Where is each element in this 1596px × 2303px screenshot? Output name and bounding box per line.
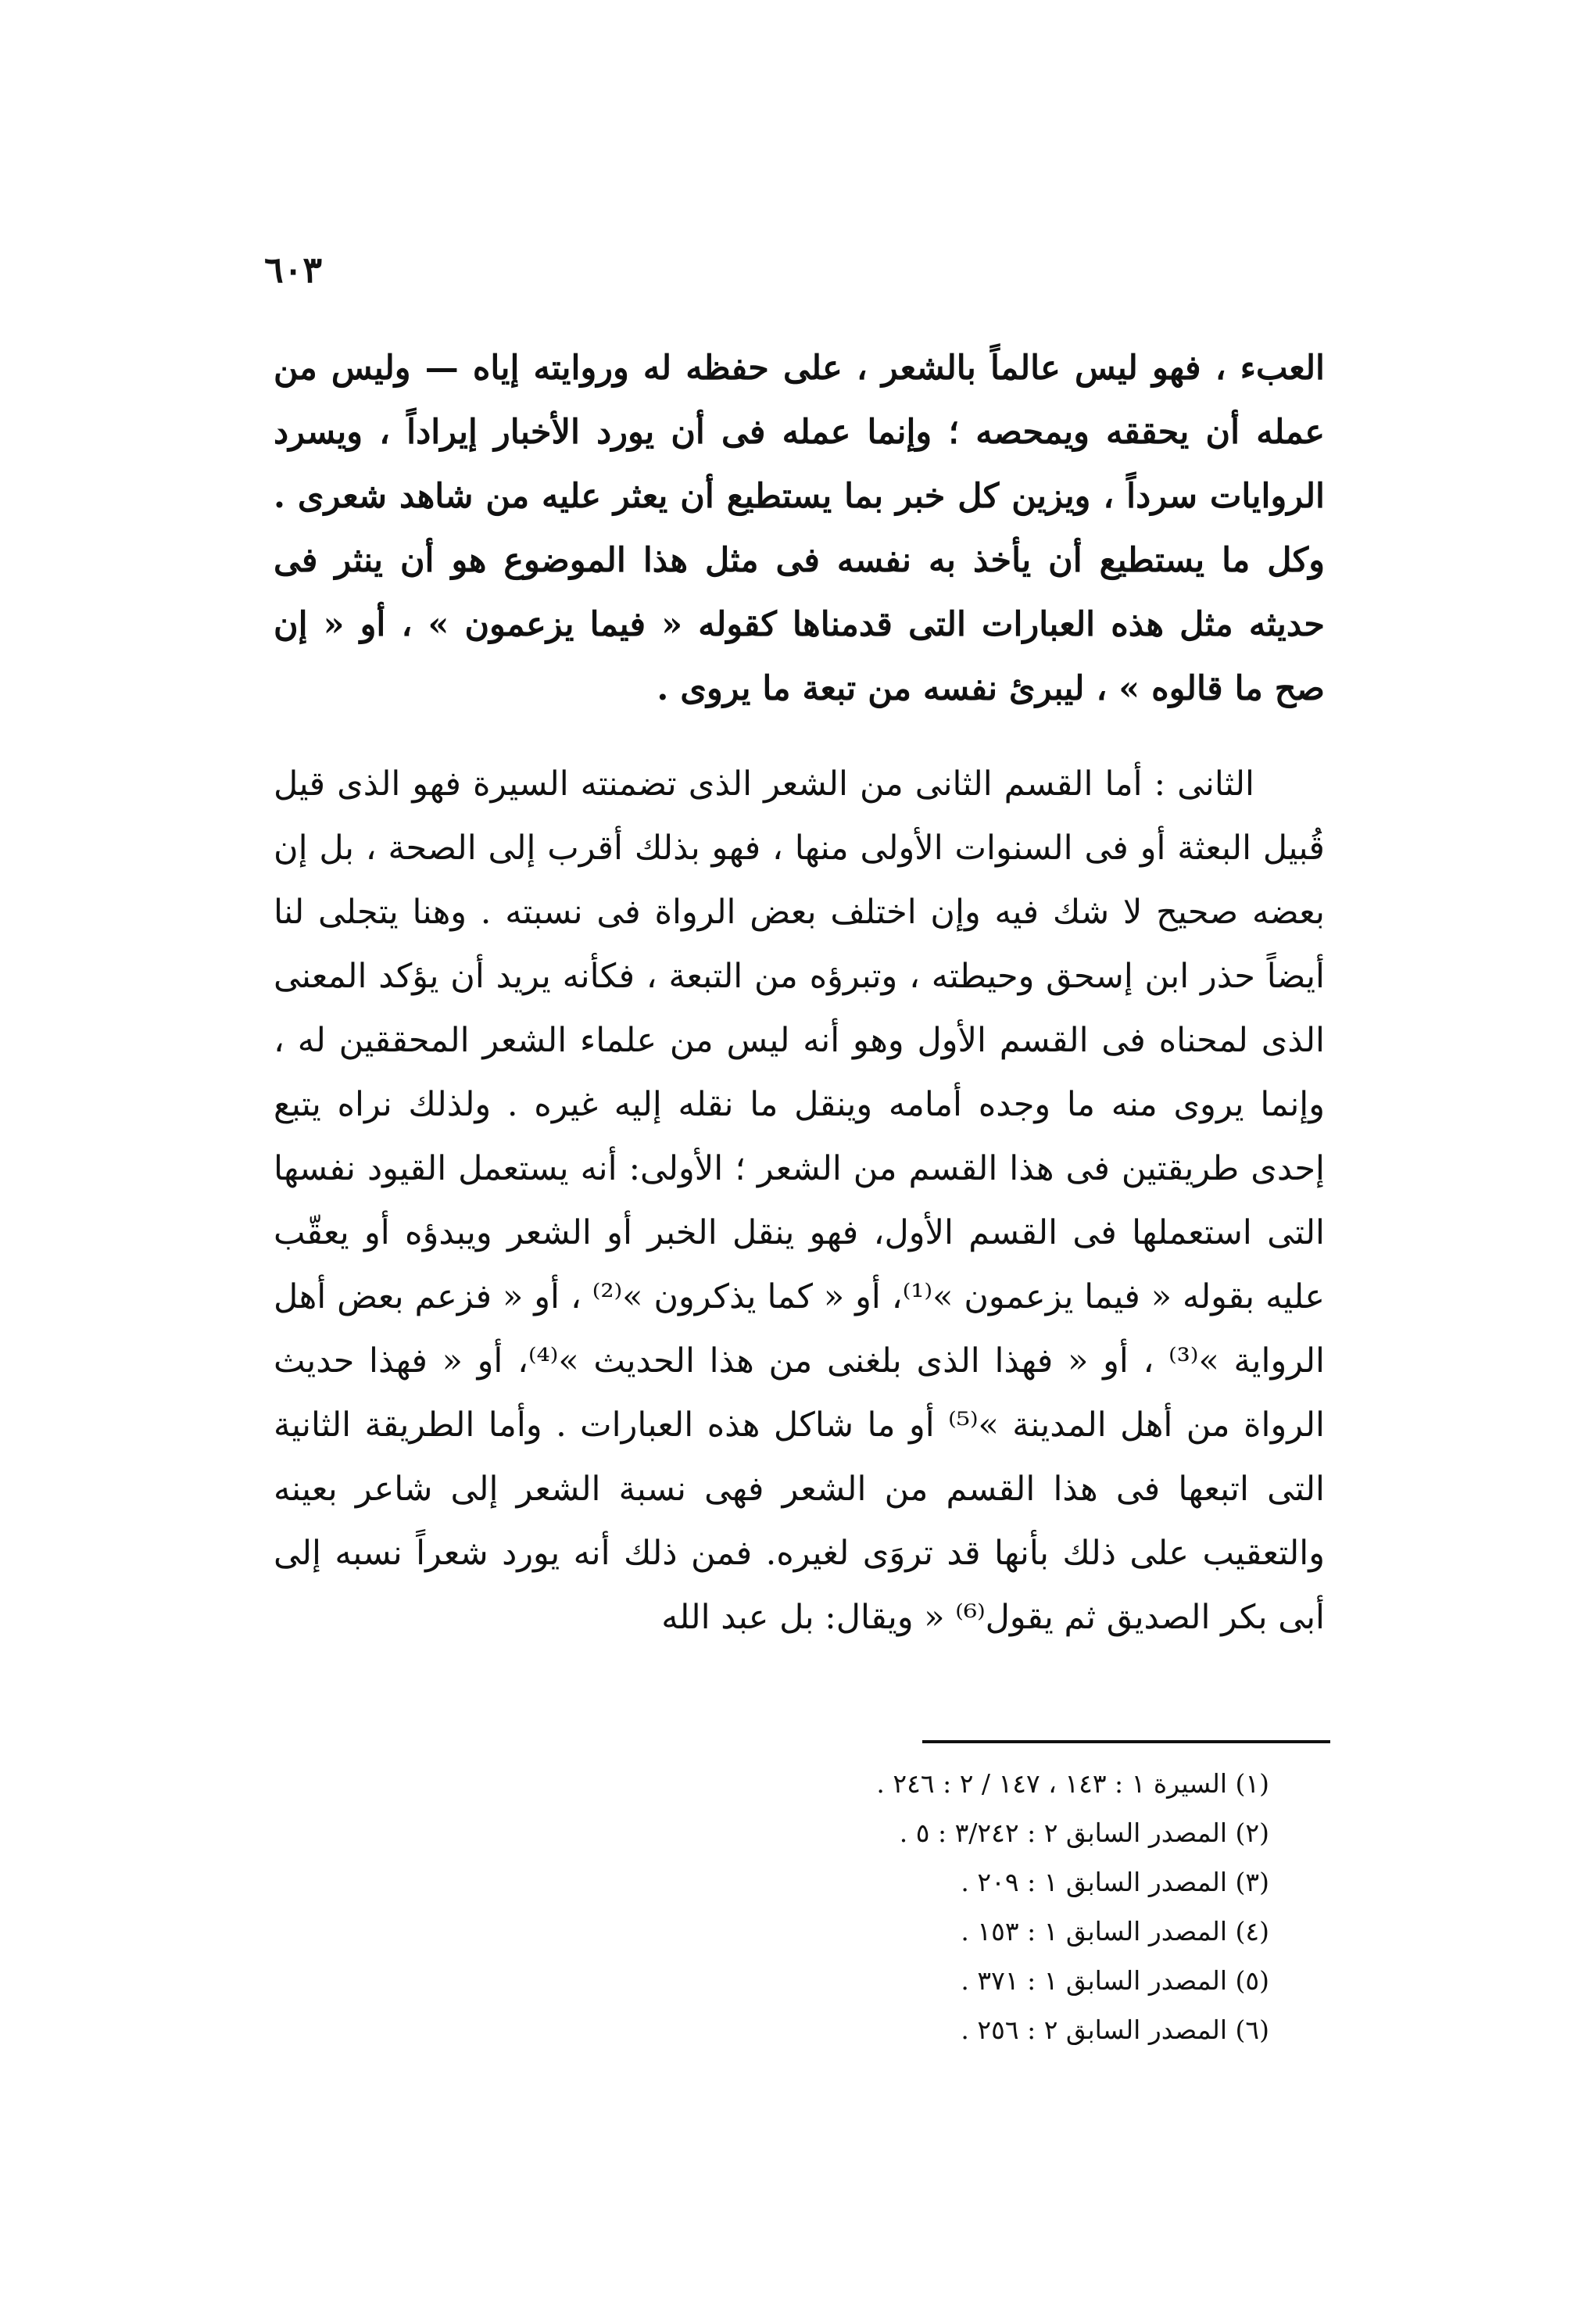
footnote-6: (٦) المصدر السابق ٢ : ٢٥٦ .: [961, 2015, 1269, 2045]
paragraph-2: الثانى : أما القسم الثانى من الشعر الذى تضمنته السيرة فهو الذى قيل قُبيل البعثة أو فى السنوات الأولى منها ، فهو بذلك أقرب إلى الصحة ، بل إن بعضه صحيح لا شك فيه وإن اختلف بعض الرواة فى نسبته . وهنا يتجلى لنا أيضاً حذر ابن إسحق وحيطته ، وتبرؤه من التبعة ، فكأنه يريد أن يؤكد المعنى الذى لمحناه فى القسم الأول وهو أنه ليس من علماء الشعر المحققين له ، وإنما يروى منه ما وجده أمامه وينقل ما نقله إليه غيره . ولذلك نراه يتبع إحدى طريقتين فى هذا القسم من الشعر ؛ الأولى: أنه يستعمل القيود نفسها التى استعملها فى القسم الأول، فهو ينقل الخبر أو الشعر ويبدؤه أو يعقّب عليه بقوله « فيما يزعمون »⁽¹⁾، أو « كما يذكرون »⁽²⁾ ، أو « فزعم بعض أهل الرواية »⁽³⁾ ، أو « فهذا الذى بلغنى من هذا الحديث »⁽⁴⁾، أو « فهذا حديث الرواة من أهل المدينة »⁽⁵⁾ أو ما شاكل هذه العبارات . وأما الطريقة الثانية التى اتبعها فى هذا القسم من الشعر فهى نسبة الشعر إلى شاعر بعينه والتعقيب على ذلك بأنها قد تروَى لغيره. فمن ذلك أنه يورد شعراً نسبه إلى أبى بكر الصديق ثم يقول⁽⁶⁾ « ويقال: بل عبد الله: [274, 765, 1325, 1637]
footnote-5: (٥) المصدر السابق ١ : ٣٧١ .: [961, 1965, 1269, 1996]
page-number: ٦٠٣: [264, 249, 323, 291]
main-text: [274, 336, 1325, 1649]
footnote-2: (٢) المصدر السابق ٢ : ٣/٢٤٢ : ٥ .: [899, 1818, 1269, 1848]
footnote-separator: [922, 1740, 1330, 1743]
paragraph-1: العبء ، فهو ليس عالماً بالشعر ، على حفظه له وروايته إياه — وليس من عمله أن يحققه ويمحصه ؛ وإنما عمله فى أن يورد الأخبار إيراداً ، ويسرد الروايات سرداً ، ويزين كل خبر بما يستطيع أن يعثر عليه من شاهد شعرى . وكل ما يستطيع أن يأخذ به نفسه فى مثل هذا الموضوع هو أن ينثر فى حديثه مثل هذه العبارات التى قدمناها كقوله « فيما يزعمون » ، أو « إن صح ما قالوه » ، ليبرئ نفسه من تبعة ما يروى .: [274, 349, 1325, 708]
footnote-1: (١) السيرة ١ : ١٤٣ ، ١٤٧ / ٢ : ٢٤٦ .: [876, 1768, 1269, 1799]
footnote-4: (٤) المصدر السابق ١ : ١٥٣ .: [961, 1916, 1269, 1947]
footnote-3: (٣) المصدر السابق ١ : ٢٠٩ .: [961, 1867, 1269, 1897]
footnotes-list: [876, 1759, 1269, 2054]
